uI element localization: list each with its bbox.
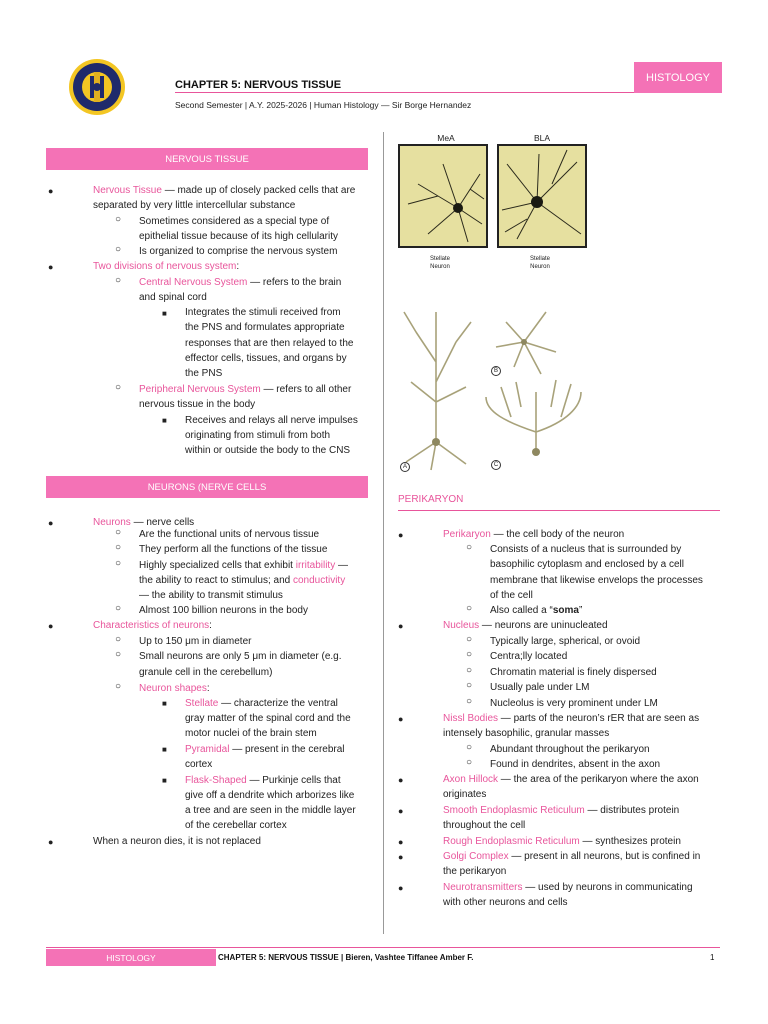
list-item: Chromatin material is finely dispersed [490, 667, 657, 678]
bullet-square: ■ [162, 309, 167, 318]
list-item [93, 259, 239, 274]
term: Rough Endoplasmic Reticulum [443, 836, 580, 847]
list-item: gray matter of the spinal cord and the [185, 713, 351, 724]
page-number: 1 [710, 953, 715, 962]
list-item [139, 558, 348, 573]
list-item: Receives and relays all nerve impulses [185, 415, 358, 426]
term: Nissl Bodies [443, 713, 499, 724]
bullet-circle: ○ [115, 275, 122, 286]
list-item [139, 275, 341, 290]
list-item: They perform all the functions of the tissue [139, 544, 328, 555]
text: — characterize the ventral [218, 698, 338, 709]
list-item: effector cells, tissues, and organs by [185, 353, 347, 364]
bullet-circle: ○ [115, 214, 122, 225]
text: : [209, 620, 212, 631]
text: — refers to all other [260, 384, 352, 395]
text: ” [578, 605, 583, 616]
list-item [139, 681, 210, 696]
list-item [185, 696, 338, 711]
footer-text: CHAPTER 5: NERVOUS TISSUE | Bieren, Vashtee Tiffanee Amber F. [218, 953, 474, 962]
bullet-circle: ○ [466, 665, 473, 676]
term: Characteristics of neurons [93, 620, 210, 631]
list-item: originates [443, 789, 487, 800]
bullet-circle: ○ [466, 742, 473, 753]
term: Smooth Endoplasmic Reticulum [443, 805, 585, 816]
text: — refers to the brain [247, 277, 342, 288]
term: irritability [295, 560, 336, 571]
list-item: membrane that likewise envelops the processes [490, 575, 703, 586]
bullet-disc: ● [398, 837, 404, 847]
figure-label-b: B [491, 366, 501, 376]
text: — the cell body of the neuron [490, 529, 625, 540]
list-item: motor nuclei of the brain stem [185, 728, 317, 739]
term: Axon Hillock [443, 774, 499, 785]
figure-label-a: A [400, 462, 410, 472]
bullet-circle: ○ [466, 603, 473, 614]
column-divider [383, 132, 384, 934]
section-rule [398, 510, 720, 511]
list-item [93, 183, 355, 198]
list-item [443, 849, 700, 864]
section-header-perikaryon: PERIKARYON [398, 494, 464, 505]
term: Neuron shapes [139, 683, 207, 694]
text: — made up of closely packed cells that are [161, 185, 356, 196]
text: — present in all neurons, but is confined in [508, 851, 701, 862]
figure-caption: Stellate Neuron [529, 256, 550, 270]
list-item [443, 711, 699, 726]
text: — neurons are uninucleated [479, 620, 608, 631]
school-seal-logo [68, 58, 126, 116]
list-item: throughout the cell [443, 820, 526, 831]
text: : [236, 261, 240, 272]
text: Also called a “ [490, 605, 553, 616]
list-item [443, 772, 699, 787]
bullet-disc: ● [398, 621, 404, 631]
list-item [185, 773, 341, 788]
list-item: the perikaryon [443, 866, 507, 877]
bullet-circle: ○ [115, 603, 122, 614]
list-item: with other neurons and cells [443, 897, 568, 908]
chapter-title: CHAPTER 5: NERVOUS TISSUE [175, 79, 342, 91]
text: — distributes protein [584, 805, 680, 816]
figure-label-c: C [491, 460, 501, 470]
list-item: Consists of a nucleus that is surrounded by [490, 544, 682, 555]
bullet-disc: ● [398, 852, 404, 862]
list-item [443, 834, 681, 849]
text: the ability to react to stimulus; and [139, 575, 293, 586]
list-item: responses that are then relayed to the [185, 338, 354, 349]
bullet-circle: ○ [466, 634, 473, 645]
term: Central Nervous System [139, 277, 248, 288]
list-item: cortex [185, 759, 213, 770]
list-item: Sometimes considered as a special type of [139, 216, 330, 227]
text: — synthesizes protein [579, 836, 681, 847]
list-item: Abundant throughout the perikaryon [490, 744, 650, 755]
list-item: — the ability to transmit stimulus [139, 590, 283, 601]
list-item: epithelial tissue because of its high cellularity [139, 231, 338, 242]
bullet-disc: ● [48, 186, 54, 196]
text: — nerve cells [130, 517, 195, 528]
bullet-circle: ○ [466, 757, 473, 768]
figure-panel-title: MeA [437, 133, 455, 143]
term: Nucleus [443, 620, 480, 631]
list-item: Centra;lly located [490, 651, 568, 662]
term: Golgi Complex [443, 851, 509, 862]
text: — used by neurons in communicating [522, 882, 693, 893]
list-item: give off a dendrite which arborizes like [185, 790, 355, 801]
list-item [185, 742, 345, 757]
bullet-disc: ● [398, 806, 404, 816]
list-item: Found in dendrites, absent in the axon [490, 759, 661, 770]
bullet-circle: ○ [115, 681, 122, 692]
list-item: nervous tissue in the body [139, 399, 256, 410]
footer-tag: HISTOLOGY [46, 949, 216, 966]
list-item: separated by very little intercellular substance [93, 200, 296, 211]
footer-rule [46, 947, 720, 948]
list-item: Almost 100 billion neurons in the body [139, 605, 308, 616]
list-item [490, 603, 582, 618]
bullet-circle: ○ [466, 649, 473, 660]
text: : [206, 683, 210, 694]
term: Two divisions of nervous system [93, 261, 237, 272]
section-header-nervous-tissue: NERVOUS TISSUE [46, 148, 368, 170]
bullet-square: ■ [162, 776, 167, 785]
list-item [443, 880, 693, 895]
list-item: Is organized to comprise the nervous system [139, 246, 338, 257]
list-item [443, 527, 624, 542]
list-item: When a neuron dies, it is not replaced [93, 836, 261, 847]
text: — Purkinje cells that [246, 775, 341, 786]
section-header-neurons: NEURONS (NERVE CELLS [46, 476, 368, 498]
bullet-square: ■ [162, 416, 167, 425]
term: Neurons [93, 517, 131, 528]
bullet-circle: ○ [115, 244, 122, 255]
bullet-circle: ○ [115, 382, 122, 393]
bullet-disc: ● [398, 714, 404, 724]
subject-tag: HISTOLOGY [634, 62, 722, 93]
term: soma [552, 605, 579, 616]
term: Pyramidal [185, 744, 230, 755]
term: conductivity [292, 575, 346, 586]
list-item: of the cell [490, 590, 533, 601]
text: — the area of the perikaryon where the axon [498, 774, 699, 785]
list-item [93, 618, 212, 633]
list-item: Nucleolus is very prominent under LM [490, 698, 658, 709]
term: Stellate [185, 698, 219, 709]
figure-panel-title: BLA [533, 133, 551, 143]
figure-caption: Stellate Neuron [429, 256, 450, 270]
list-item: granule cell in the cerebellum) [139, 667, 273, 678]
term: Flask-Shaped [185, 775, 247, 786]
list-item [139, 382, 351, 397]
micrograph-stellate-neuron-mea [398, 144, 488, 248]
text: — parts of the neuron’s rER that are seen as [498, 713, 700, 724]
text: — [335, 560, 348, 571]
term: Perikaryon [443, 529, 491, 540]
text: — present in the cerebral [229, 744, 345, 755]
list-item: Up to 150 μm in diameter [139, 636, 252, 647]
bullet-disc: ● [398, 530, 404, 540]
bullet-square: ■ [162, 745, 167, 754]
bullet-circle: ○ [115, 634, 122, 645]
term: Peripheral Nervous System [139, 384, 261, 395]
list-item: basophilic cytoplasm and enclosed by a cell [490, 559, 684, 570]
bullet-circle: ○ [115, 527, 122, 538]
bullet-disc: ● [398, 883, 404, 893]
bullet-disc: ● [48, 262, 54, 272]
list-item: Are the functional units of nervous tissue [139, 529, 320, 540]
list-item: within or outside the body to the CNS [185, 445, 351, 456]
bullet-circle: ○ [115, 542, 122, 553]
bullet-circle: ○ [115, 558, 122, 569]
term: Nervous Tissue [93, 185, 162, 196]
micrograph-stellate-neuron-bla [497, 144, 587, 248]
list-item: intensely basophilic, granular masses [443, 728, 610, 739]
chapter-subtitle: Second Semester | A.Y. 2025-2026 | Human Histology — Sir Borge Hernandez [175, 100, 472, 110]
bullet-circle: ○ [466, 680, 473, 691]
list-item: Integrates the stimuli received from [185, 307, 341, 318]
list-item [139, 573, 345, 588]
list-item [443, 803, 679, 818]
bullet-circle: ○ [115, 649, 122, 660]
list-item [443, 618, 608, 633]
bullet-circle: ○ [466, 542, 473, 553]
list-item: Small neurons are only 5 μm in diameter (e.g. [139, 651, 342, 662]
text: Highly specialized cells that exhibit [139, 560, 296, 571]
bullet-disc: ● [48, 518, 54, 528]
bullet-circle: ○ [466, 696, 473, 707]
list-item: Usually pale under LM [490, 682, 590, 693]
list-item: the PNS and formulates appropriate [185, 322, 345, 333]
term: Neurotransmitters [443, 882, 523, 893]
bullet-square: ■ [162, 699, 167, 708]
neuron-shapes-illustration [396, 292, 586, 474]
bullet-disc: ● [48, 837, 54, 847]
list-item: the PNS [185, 368, 223, 379]
list-item: Typically large, spherical, or ovoid [490, 636, 641, 647]
list-item: originating from stimuli from both [185, 430, 331, 441]
list-item: a tree and are seen in the middle layer [185, 805, 356, 816]
list-item: and spinal cord [139, 292, 207, 303]
bullet-disc: ● [48, 621, 54, 631]
bullet-disc: ● [398, 775, 404, 785]
list-item: of the cerebellar cortex [185, 820, 287, 831]
